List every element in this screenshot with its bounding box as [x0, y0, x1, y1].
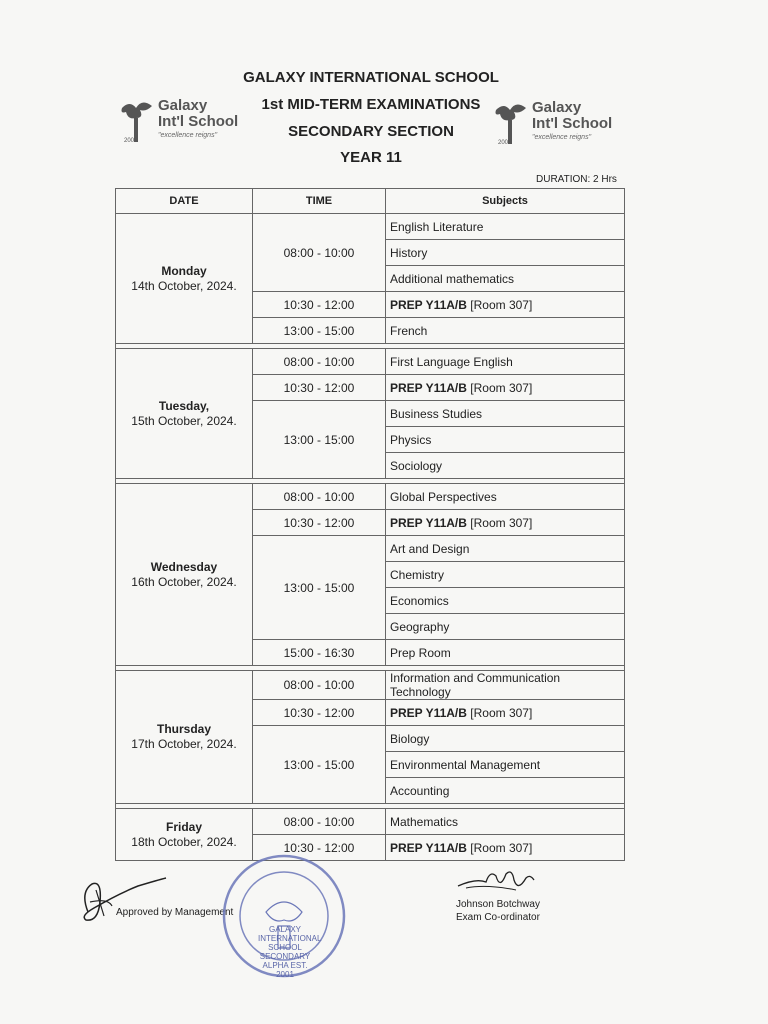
date-cell [116, 349, 253, 479]
subject-cell [386, 835, 625, 861]
subject-cell: Art and Design [386, 536, 625, 562]
school-logo-right [492, 100, 622, 150]
day-date: 14th October, 2024. [131, 278, 237, 293]
room-label: [Room 307] [466, 840, 533, 855]
room-label: [Room 307] [466, 515, 533, 530]
time-cell: 10:30 - 12:00 [253, 375, 386, 401]
logo-tagline: "excellence reigns" [532, 134, 592, 141]
subject-cell: Chemistry [386, 562, 625, 588]
column-header-date: DATE [116, 189, 253, 214]
subject-cell: English Literature [386, 214, 625, 240]
subject-cell: Environmental Management [386, 752, 625, 778]
subject-cell [386, 375, 625, 401]
prep-label: PREP Y11A/B [390, 840, 467, 855]
table-row [116, 671, 625, 700]
prep-label: PREP Y11A/B [390, 705, 467, 720]
date-cell [116, 671, 253, 804]
logo-name: Galaxy Int'l School [158, 97, 239, 130]
time-cell: 15:00 - 16:30 [253, 640, 386, 666]
coordinator-title: Exam Co-ordinator [456, 912, 540, 923]
subject-cell: Accounting [386, 778, 625, 804]
day-date: 15th October, 2024. [131, 413, 237, 428]
subject-cell: Global Perspectives [386, 484, 625, 510]
day-name: Monday [161, 263, 207, 278]
table-row [116, 349, 625, 375]
room-label: [Room 307] [466, 297, 533, 312]
school-logo-left [118, 98, 248, 148]
day-date: 18th October, 2024. [131, 834, 237, 849]
prep-label: PREP Y11A/B [390, 380, 467, 395]
logo-tagline: "excellence reigns" [158, 132, 218, 139]
logo-year: 2001 [498, 140, 512, 146]
subject-cell [386, 510, 625, 536]
prep-label: PREP Y11A/B [390, 515, 467, 530]
tree-icon [492, 100, 528, 144]
subject-cell: Prep Room [386, 640, 625, 666]
approved-by-label: Approved by Management [116, 907, 234, 918]
time-cell: 13:00 - 15:00 [253, 318, 386, 344]
year-title: YEAR 11 [340, 149, 402, 166]
column-header-time: TIME [253, 189, 386, 214]
subject-cell: Additional mathematics [386, 266, 625, 292]
section-title: SECONDARY SECTION [288, 123, 454, 140]
room-label: [Room 307] [466, 705, 533, 720]
coordinator-name: Johnson Botchway [456, 899, 540, 910]
subject-cell: French [386, 318, 625, 344]
table-header-row [116, 189, 625, 214]
room-label: [Room 307] [466, 380, 533, 395]
time-cell: 10:30 - 12:00 [253, 292, 386, 318]
timetable-body [116, 214, 625, 861]
logo-year: 2001 [124, 138, 138, 144]
time-cell: 10:30 - 12:00 [253, 510, 386, 536]
subject-cell: Economics [386, 588, 625, 614]
exam-title: 1st MID-TERM EXAMINATIONS [261, 96, 481, 113]
time-cell: 08:00 - 10:00 [253, 349, 386, 375]
subject-cell: Geography [386, 614, 625, 640]
date-cell [116, 214, 253, 344]
management-signature [78, 872, 168, 932]
stamp-text: GALAXY INTERNATIONAL SCHOOL SECONDARY ALPHA EST. 2001 [258, 925, 322, 979]
column-header-subjects: Subjects [386, 189, 625, 214]
time-cell: 10:30 - 12:00 [253, 835, 386, 861]
day-name: Tuesday, [158, 398, 210, 413]
subject-cell: Mathematics [386, 809, 625, 835]
subject-cell [386, 292, 625, 318]
time-cell: 08:00 - 10:00 [253, 671, 386, 700]
day-name: Wednesday [150, 559, 218, 574]
day-date: 17th October, 2024. [131, 737, 237, 751]
time-cell: 10:30 - 12:00 [253, 700, 386, 726]
timetable [115, 188, 625, 861]
subject-cell: First Language English [386, 349, 625, 375]
time-cell: 08:00 - 10:00 [253, 214, 386, 292]
time-cell: 13:00 - 15:00 [253, 726, 386, 804]
day-name: Friday [165, 819, 202, 834]
subject-cell: Information and Communication Technology [386, 671, 625, 700]
subject-cell: Sociology [386, 453, 625, 479]
tree-icon [118, 98, 154, 142]
prep-label: PREP Y11A/B [390, 297, 467, 312]
subject-cell: Business Studies [386, 401, 625, 427]
logo-name: Galaxy Int'l School [532, 99, 613, 132]
date-cell [116, 484, 253, 666]
coordinator-block [456, 898, 540, 924]
table-row [116, 809, 625, 835]
subject-cell: Biology [386, 726, 625, 752]
subject-cell [386, 700, 625, 726]
day-date: 16th October, 2024. [131, 574, 237, 589]
table-row [116, 484, 625, 510]
subject-cell: Physics [386, 427, 625, 453]
subject-cell: History [386, 240, 625, 266]
duration-label: DURATION: 2 Hrs [536, 174, 617, 185]
time-cell: 13:00 - 15:00 [253, 536, 386, 640]
time-cell: 13:00 - 15:00 [253, 401, 386, 479]
time-cell: 08:00 - 10:00 [253, 809, 386, 835]
day-name: Thursday [156, 722, 211, 736]
table-row [116, 214, 625, 240]
time-cell: 08:00 - 10:00 [253, 484, 386, 510]
school-title: GALAXY INTERNATIONAL SCHOOL [243, 69, 499, 86]
coordinator-signature [456, 866, 536, 900]
